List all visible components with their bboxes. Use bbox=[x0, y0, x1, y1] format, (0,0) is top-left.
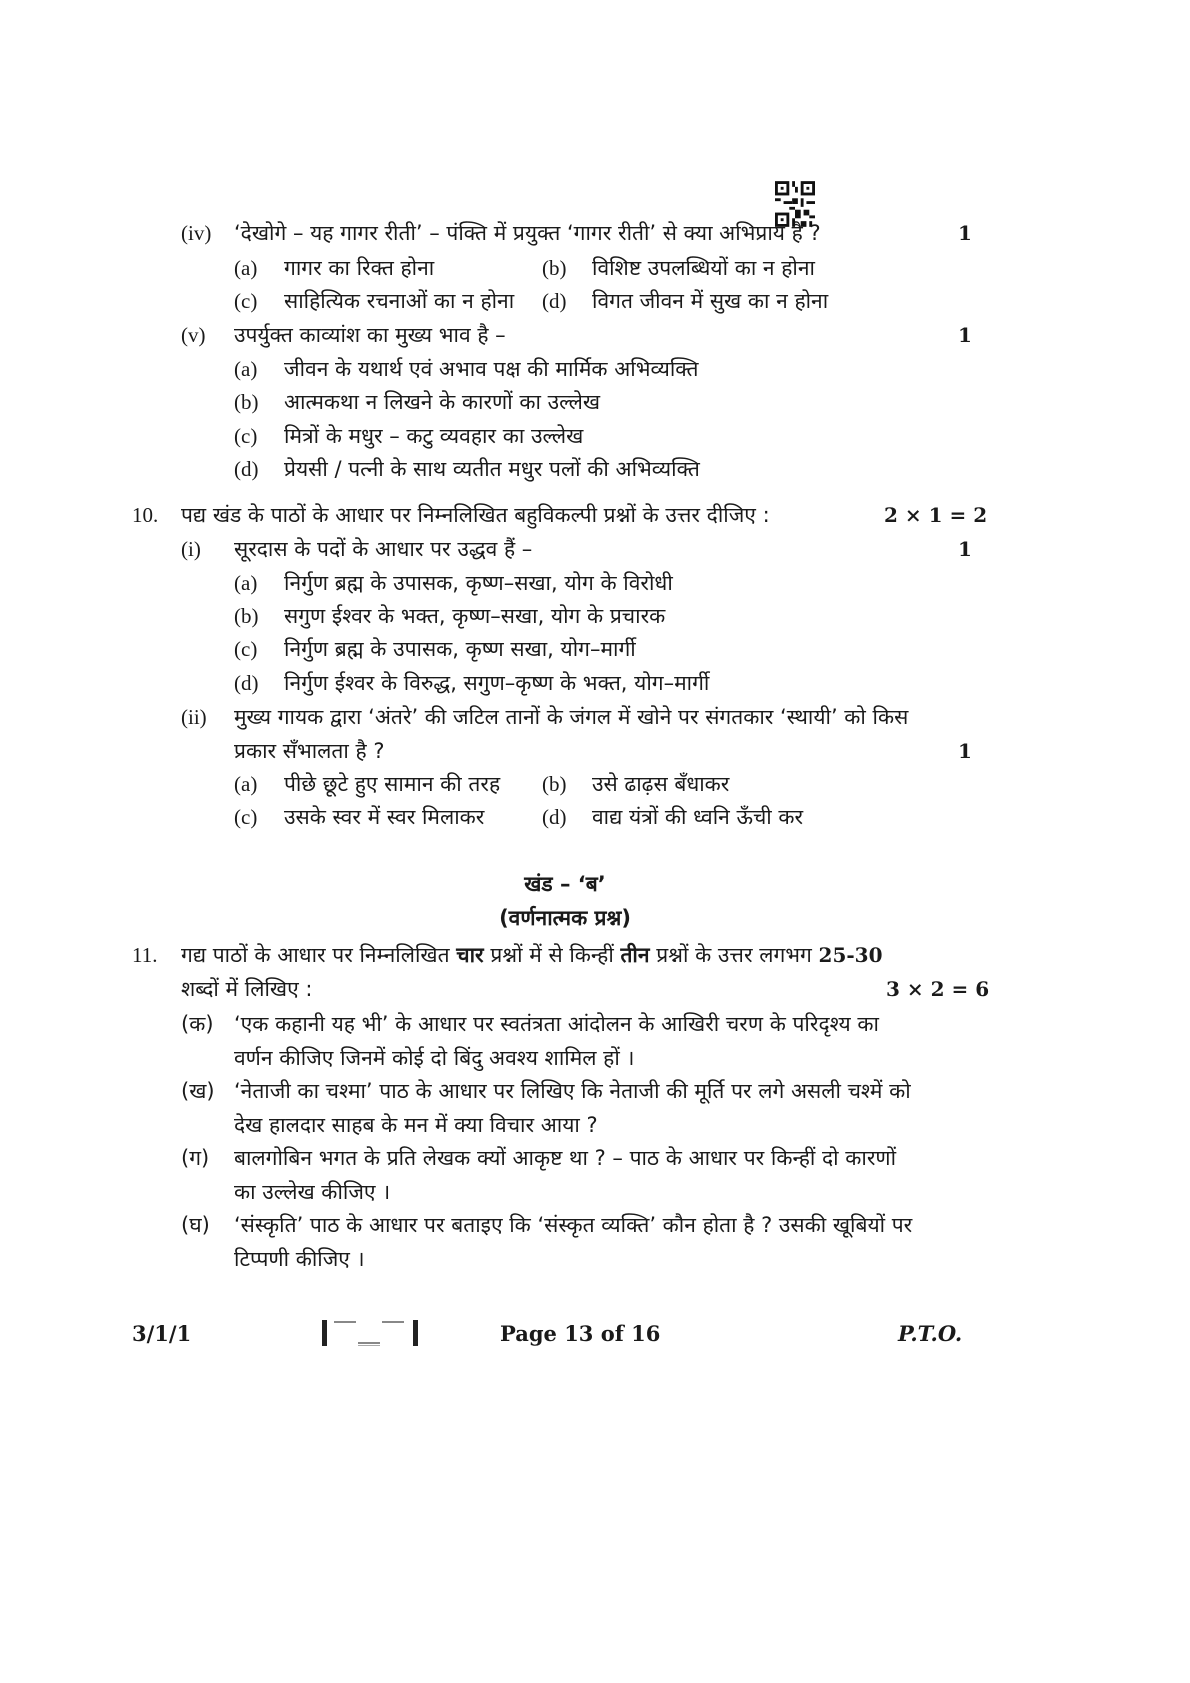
option-text: निर्गुण ईश्वर के विरुद्ध, सगुण–कृष्ण के भक्त, योग–मार्गी bbox=[284, 671, 710, 695]
option-text: वाद्य यंत्रों की ध्वनि ऊँची कर bbox=[592, 805, 804, 829]
option-label: (b) bbox=[542, 256, 567, 280]
section-title: खंड – ‘ब’ bbox=[524, 872, 606, 896]
option-label: (c) bbox=[234, 637, 258, 661]
question-text: गद्य पाठों के आधार पर निम्नलिखित चार प्रश्नों में से किन्हीं तीन प्रश्नों के उत्तर लगभग 25-30 bbox=[181, 943, 883, 967]
question-marks: 1 bbox=[958, 323, 972, 347]
question-marks: 1 bbox=[958, 739, 972, 763]
option-label: (c) bbox=[234, 805, 258, 829]
option-label: (c) bbox=[234, 424, 258, 448]
option-text: विगत जीवन में सुख का न होना bbox=[592, 289, 829, 313]
paper-code: 3/1/1 bbox=[132, 1321, 192, 1346]
option-text: उसके स्वर में स्वर मिलाकर bbox=[284, 805, 485, 829]
option-label: (b) bbox=[234, 390, 259, 414]
question-marks: 3 × 2 = 6 bbox=[886, 977, 990, 1001]
part-text: का उल्लेख कीजिए । bbox=[234, 1180, 391, 1204]
option-text: उसे ढाढ़स बँधाकर bbox=[592, 772, 730, 796]
question-number: (ii) bbox=[181, 705, 207, 729]
option-text: जीवन के यथार्थ एवं अभाव पक्ष की मार्मिक अभिव्यक्ति bbox=[284, 357, 699, 381]
option-label: (d) bbox=[234, 671, 259, 695]
option-label: (d) bbox=[542, 289, 567, 313]
option-label: (c) bbox=[234, 289, 258, 313]
page-number: Page 13 of 16 bbox=[500, 1321, 661, 1346]
question-marks: 1 bbox=[958, 221, 972, 245]
part-label: (ग) bbox=[181, 1146, 210, 1170]
question-text: उपर्युक्त काव्यांश का मुख्य भाव है – bbox=[234, 323, 506, 347]
part-text: देख हालदार साहब के मन में क्या विचार आया ? bbox=[234, 1113, 598, 1137]
question-number: (v) bbox=[181, 323, 206, 347]
option-text: साहित्यिक रचनाओं का न होना bbox=[284, 289, 515, 313]
option-label: (b) bbox=[542, 772, 567, 796]
question-text: ‘देखोगे – यह गागर रीती’ – पंक्ति में प्रयुक्त ‘गागर रीती’ से क्या अभिप्राय है ? bbox=[234, 221, 821, 245]
question-text: सूरदास के पदों के आधार पर उद्धव हैं – bbox=[234, 537, 533, 561]
option-label: (d) bbox=[234, 457, 259, 481]
option-label: (a) bbox=[234, 571, 258, 595]
part-label: (क) bbox=[181, 1012, 214, 1036]
barcode-icon bbox=[322, 1318, 418, 1348]
option-text: निर्गुण ब्रह्म के उपासक, कृष्ण सखा, योग–मार्गी bbox=[284, 637, 636, 661]
option-text: प्रेयसी / पत्नी के साथ व्यतीत मधुर पलों की अभिव्यक्ति bbox=[284, 457, 700, 481]
part-text: ‘नेताजी का चश्मा’ पाठ के आधार पर लिखिए कि नेताजी की मूर्ति पर लगे असली चश्में को bbox=[234, 1079, 911, 1103]
question-number: 11. bbox=[132, 943, 158, 967]
option-label: (d) bbox=[542, 805, 567, 829]
option-text: आत्मकथा न लिखने के कारणों का उल्लेख bbox=[284, 390, 600, 414]
part-label: (ख) bbox=[181, 1079, 215, 1103]
option-text: मित्रों के मधुर – कटु व्यवहार का उल्लेख bbox=[284, 424, 584, 448]
option-text: सगुण ईश्वर के भक्त, कृष्ण–सखा, योग के प्रचारक bbox=[284, 604, 666, 628]
part-text: टिप्पणी कीजिए । bbox=[234, 1247, 365, 1271]
question-marks: 1 bbox=[958, 537, 972, 561]
part-text: ‘संस्कृति’ पाठ के आधार पर बताइए कि ‘संस्कृत व्यक्ति’ कौन होता है ? उसकी खूबियों पर bbox=[234, 1213, 913, 1237]
question-number: 10. bbox=[132, 503, 159, 527]
question-text: प्रकार सँभालता है ? bbox=[234, 739, 385, 763]
question-text: शब्दों में लिखिए : bbox=[181, 977, 313, 1001]
part-label: (घ) bbox=[181, 1213, 210, 1237]
option-label: (a) bbox=[234, 772, 258, 796]
question-text: मुख्य गायक द्वारा ‘अंतरे’ की जटिल तानों के जंगल में खोने पर संगतकार ‘स्थायी’ को किस bbox=[234, 705, 909, 729]
question-text: पद्य खंड के पाठों के आधार पर निम्नलिखित बहुविकल्पी प्रश्नों के उत्तर दीजिए : bbox=[181, 503, 770, 527]
question-marks: 2 × 1 = 2 bbox=[884, 503, 988, 527]
section-subtitle: (वर्णनात्मक प्रश्न) bbox=[499, 906, 631, 930]
part-text: बालगोबिन भगत के प्रति लेखक क्यों आकृष्ट था ? – पाठ के आधार पर किन्हीं दो कारणों bbox=[234, 1146, 897, 1170]
part-text: ‘एक कहानी यह भी’ के आधार पर स्वतंत्रता आंदोलन के आखिरी चरण के परिदृश्य का bbox=[234, 1012, 879, 1036]
please-turn-over: P.T.O. bbox=[898, 1321, 963, 1346]
option-text: गागर का रिक्त होना bbox=[284, 256, 435, 280]
question-number: (iv) bbox=[181, 221, 212, 245]
option-text: निर्गुण ब्रह्म के उपासक, कृष्ण–सखा, योग के विरोधी bbox=[284, 571, 673, 595]
option-label: (b) bbox=[234, 604, 259, 628]
option-text: विशिष्ट उपलब्धियों का न होना bbox=[592, 256, 815, 280]
option-label: (a) bbox=[234, 256, 258, 280]
question-number: (i) bbox=[181, 537, 201, 561]
option-label: (a) bbox=[234, 357, 258, 381]
part-text: वर्णन कीजिए जिनमें कोई दो बिंदु अवश्य शामिल हों । bbox=[234, 1046, 635, 1070]
option-text: पीछे छूटे हुए सामान की तरह bbox=[284, 772, 501, 796]
